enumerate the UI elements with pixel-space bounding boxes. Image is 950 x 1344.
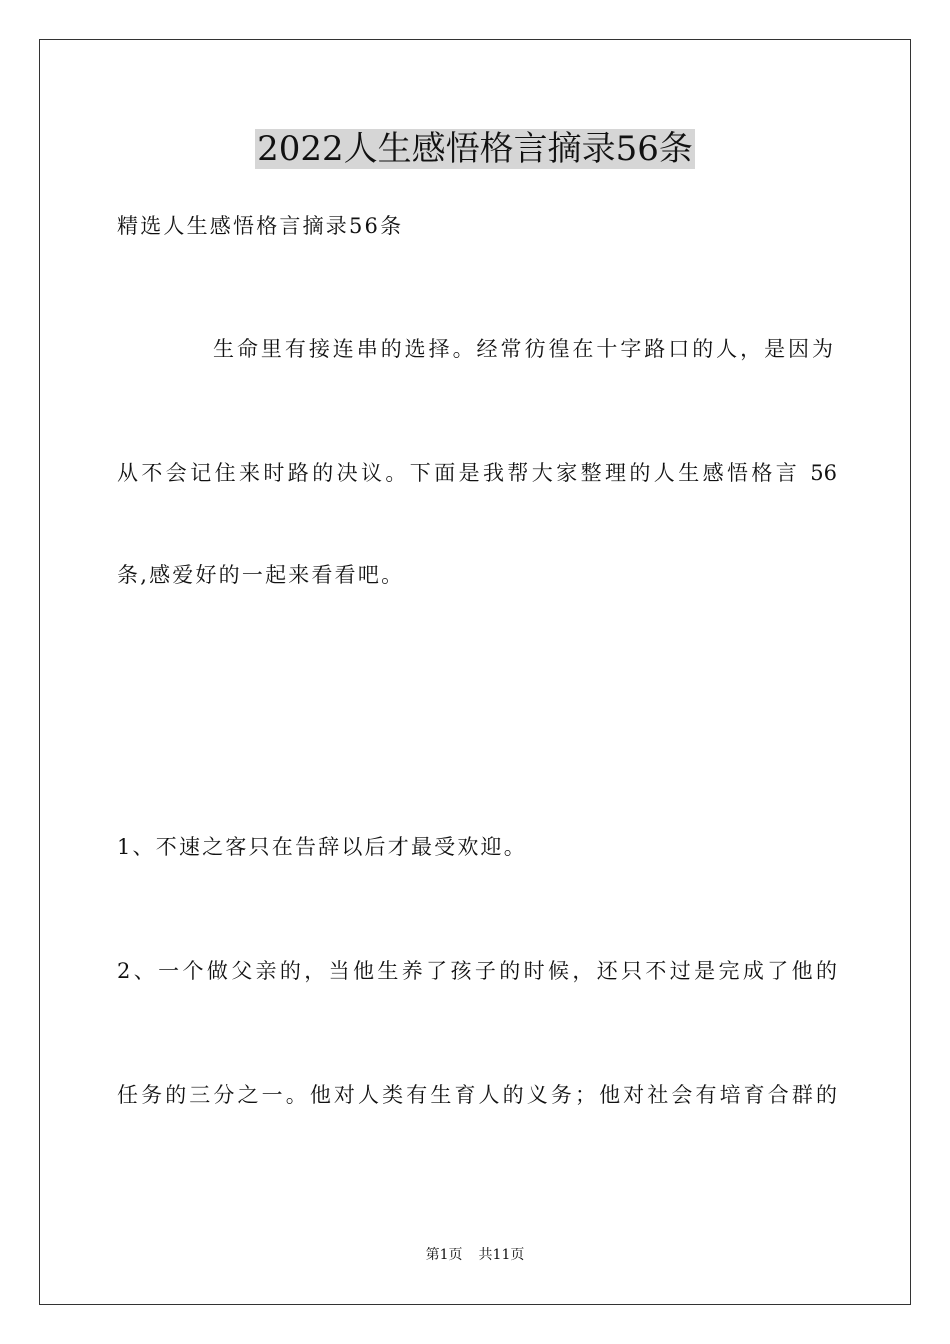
page-footer: [0, 1245, 950, 1265]
list-item-2-line-1: 2、一个做父亲的，当他生养了孩子的时候，还只不过是完成了他的: [117, 959, 837, 983]
document-title-text: 2022人生感悟格言摘录56条: [257, 129, 693, 169]
intro-line-2: 从不会记住来时路的决议。下面是我帮大家整理的人生感悟格言 56: [117, 461, 837, 485]
page-number: 第1页: [425, 1247, 463, 1263]
document-title: [0, 127, 950, 171]
intro-line-3: 条,感爱好的一起来看看吧。: [117, 563, 405, 587]
document-subtitle: 精选人生感悟格言摘录56条: [117, 214, 404, 238]
page-total: 共11页: [478, 1247, 525, 1263]
list-item-2-line-2: 任务的三分之一。他对人类有生育人的义务；他对社会有培育合群的: [117, 1083, 837, 1107]
list-item-1: 1、不速之客只在告辞以后才最受欢迎。: [117, 835, 527, 859]
intro-line-1: 生命里有接连串的选择。经常彷徨在十字路口的人，是因为: [213, 337, 833, 361]
